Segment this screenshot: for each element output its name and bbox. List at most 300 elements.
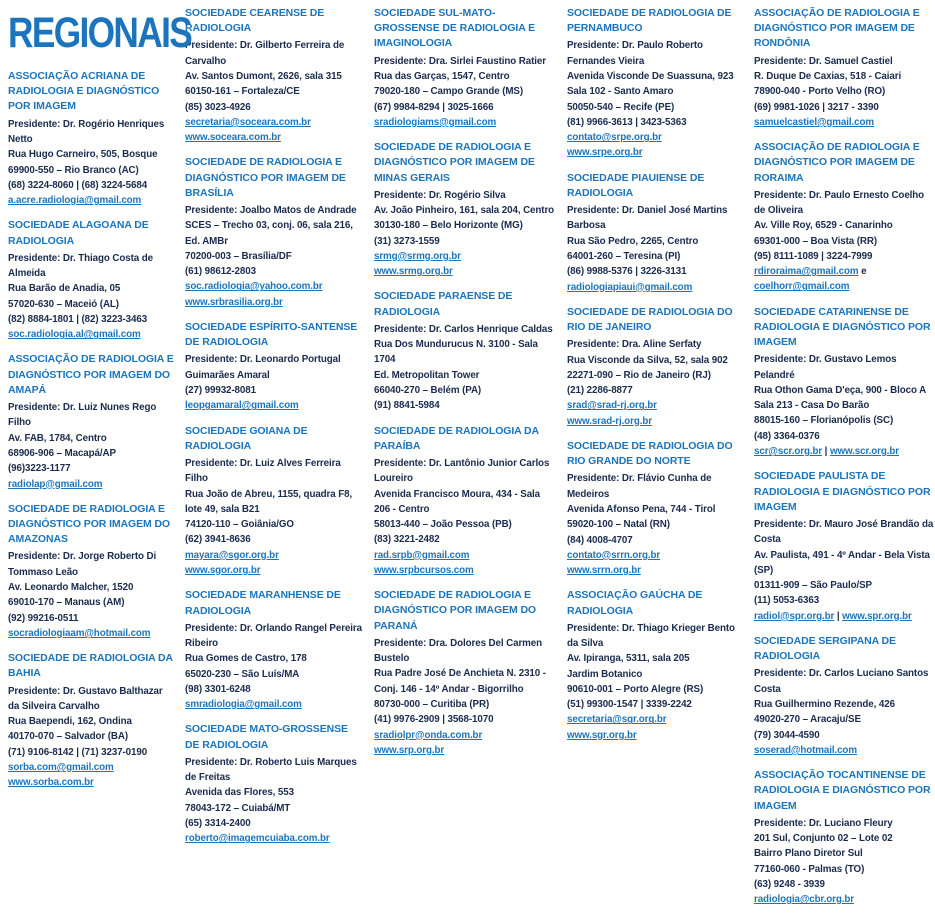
entry-line (8, 461, 176, 476)
email-link[interactable]: radiolap@gmail.com (8, 478, 103, 490)
entry-line (754, 188, 935, 219)
society-entry (754, 305, 935, 460)
entry-line (374, 218, 558, 233)
society-name: SOCIEDADE SERGIPANA DE RADIOLOGIA (754, 634, 896, 663)
text-segment: Rua Baependi, 162, Ondina (8, 716, 132, 728)
text-segment: Presidente: Dr. Thiago Costa de Almeida (8, 252, 153, 280)
entry-line (185, 456, 365, 487)
column-entries (8, 69, 176, 791)
entry-line (567, 264, 745, 279)
text-segment: Avenida Francisco Moura, 434 - Sala 206 - Centro (374, 488, 541, 515)
entry-line (8, 477, 176, 492)
entry-line (374, 203, 558, 218)
text-segment: 01311-909 – São Paulo/SP (754, 580, 872, 592)
entry-line (374, 383, 558, 398)
entry-line (754, 383, 935, 398)
entry-line (754, 831, 935, 846)
text-segment: (21) 2286-8877 (567, 385, 633, 397)
entry-line (754, 862, 935, 877)
entry-line (185, 563, 365, 578)
text-segment: Jardim Botanico (567, 668, 643, 680)
text-segment: (98) 3301-6248 (185, 683, 251, 695)
text-segment: R. Duque De Caxias, 518 - Caiari (754, 70, 902, 82)
email-link[interactable]: mayara@sgor.org.br (185, 549, 279, 561)
text-segment: Av. FAB, 1784, Centro (8, 432, 107, 444)
entry-line (567, 69, 745, 84)
website-link[interactable]: www.soceara.com.br (185, 132, 281, 144)
entry-line (8, 446, 176, 461)
text-segment: 69010-170 – Manaus (AM) (8, 597, 125, 609)
society-entry (567, 305, 745, 429)
text-segment: 201 Sul, Conjunto 02 – Lote 02 (754, 833, 893, 844)
society-name: SOCIEDADE MARANHENSE DE RADIOLOGIA (185, 589, 341, 617)
text-segment: 57020-630 – Maceió (AL) (8, 298, 119, 310)
society-name: SOCIEDADE ESPÍRITO-SANTENSE DE RADIOLOGIA (185, 321, 358, 349)
text-segment: (62) 3941-8636 (185, 534, 251, 546)
society-entry (374, 588, 558, 758)
website-link[interactable]: www.scr.org.br (829, 446, 899, 458)
email-link[interactable]: scr@scr.org.br (754, 446, 823, 458)
website-link[interactable]: www.srmg.org.br (374, 266, 453, 278)
email-link[interactable]: rdiroraima@gmail.com (754, 266, 859, 278)
entry-line (8, 595, 176, 610)
email-link[interactable]: soc.radiologia.al@gmail.com (8, 329, 141, 341)
society-entry (754, 768, 935, 907)
entry-line (8, 626, 176, 641)
entry-line (754, 666, 935, 697)
entry-line (567, 697, 745, 712)
website-link[interactable]: www.sgr.org.br (567, 729, 637, 741)
entry-line (185, 816, 365, 831)
text-segment: Presidente: Dr. Luciano Fleury (754, 817, 893, 829)
entry-line (567, 667, 745, 682)
text-segment: 30130-180 – Belo Horizonte (MG) (374, 220, 523, 232)
society-entry (8, 218, 176, 342)
text-segment: (81) 9966-3613 | 3423-5363 (567, 116, 687, 128)
text-segment: 88015-160 – Florianópolis (SC) (754, 415, 894, 427)
text-segment: Presidente: Dr. Thiago Krieger Bento da Silva (567, 622, 735, 650)
society-name: SOCIEDADE DE RADIOLOGIA DA BAHIA (8, 652, 173, 680)
society-name: SOCIEDADE DE RADIOLOGIA E DIAGNÓSTICO POR IMAGEM DO AMAZONAS (8, 502, 171, 546)
text-segment: SCES – Trecho 03, conj. 06, sala 216, Ed. AMBr (185, 220, 353, 247)
entry-line (567, 203, 745, 234)
entry-line (8, 580, 176, 595)
text-segment: 66040-270 – Belém (PA) (374, 384, 482, 396)
entry-line (567, 249, 745, 264)
column-entries (185, 6, 365, 847)
entry-line (374, 100, 558, 115)
entry-line (374, 188, 558, 203)
entry-line (185, 682, 365, 697)
entry-line (8, 714, 176, 729)
text-segment: | (822, 446, 830, 458)
entry-line (8, 729, 176, 744)
text-segment: 49020-270 – Aracaju/SE (754, 714, 861, 726)
email-link[interactable]: contato@srrn.org.br (567, 549, 661, 561)
text-segment: 64001-260 – Teresina (PI) (567, 250, 681, 262)
society-name: SOCIEDADE DE RADIOLOGIA DE PERNAMBUCO (567, 7, 732, 35)
text-segment: 79020-180 – Campo Grande (MS) (374, 86, 524, 98)
text-segment: (61) 98612-2803 (185, 266, 256, 278)
entry-line (374, 249, 558, 264)
column-3 (374, 6, 558, 917)
society-entry (185, 320, 365, 414)
society-name: SOCIEDADE DE RADIOLOGIA DA PARAÍBA (374, 424, 539, 452)
entry-line (374, 712, 558, 727)
entry-line (185, 279, 365, 294)
entry-line (185, 249, 365, 264)
entry-line (754, 115, 935, 130)
email-link[interactable]: radiologiapiaui@gmail.com (567, 281, 693, 293)
entry-line (374, 728, 558, 743)
entry-line (567, 234, 745, 249)
text-segment: Av. João Pinheiro, 161, sala 204, Centro (374, 205, 555, 216)
text-segment: Presidente: Dr. Gilberto Ferreira de Carvalho (185, 40, 345, 67)
entry-line (185, 69, 365, 84)
entry-line (374, 743, 558, 758)
entry-line (754, 100, 935, 115)
email-link[interactable]: secretaria@soceara.com.br (185, 116, 311, 128)
entry-line (374, 264, 558, 279)
column-entries (374, 6, 558, 758)
text-segment: 90610-001 – Porto Alegre (RS) (567, 683, 704, 695)
entry-line (567, 368, 745, 383)
text-segment: Presidente: Dra. Sirlei Faustino Ratier (374, 55, 546, 67)
text-segment: Presidente: Dr. Leonardo Portugal Guimarães Amaral (185, 354, 341, 381)
entry-line (567, 471, 745, 502)
entry-line (567, 502, 745, 517)
text-segment: Rua das Garças, 1547, Centro (374, 70, 510, 82)
email-link[interactable]: a.acre.radiologia@gmail.com (8, 195, 142, 207)
text-segment: Presidente: Dr. Luiz Alves Ferreira Filho (185, 458, 341, 485)
society-name: ASSOCIAÇÃO DE RADIOLOGIA E DIAGNÓSTICO POR IMAGEM DE RONDÔNIA (754, 7, 920, 50)
text-segment: Presidente: Joalbo Matos de Andrade (185, 205, 357, 217)
society-name: ASSOCIAÇÃO GAÚCHA DE RADIOLOGIA (567, 589, 703, 617)
society-name: SOCIEDADE PIAUIENSE DE RADIOLOGIA (567, 171, 705, 199)
text-segment: (83) 3221-2482 (374, 534, 440, 546)
text-segment: Presidente: Dr. Carlos Henrique Caldas (374, 323, 553, 335)
entry-line (567, 145, 745, 160)
society-entry (567, 439, 745, 578)
email-link[interactable]: rad.srpb@gmail.com (374, 549, 470, 561)
column-1 (8, 6, 192, 917)
email-link[interactable]: sradiologiams@gmail.com (374, 116, 497, 128)
email-link[interactable]: radiol@spr.org.br (754, 610, 835, 622)
entry-line (567, 712, 745, 727)
society-name: SOCIEDADE DE RADIOLOGIA E DIAGNÓSTICO POR IMAGEM DO PARANÁ (374, 589, 537, 632)
page-title: REGIONAIS (8, 9, 192, 57)
entry-line (374, 368, 558, 383)
entry-line (185, 667, 365, 682)
entry-line (754, 728, 935, 743)
text-segment: Rua Dos Mundurucus N. 3100 - Sala 1704 (374, 339, 538, 366)
text-segment: (92) 99216-0511 (8, 612, 79, 624)
text-segment: 60150-161 – Fortaleza/CE (185, 86, 300, 98)
text-segment: Presidente: Dr. Jorge Roberto Di Tommaso Leão (8, 551, 157, 578)
text-segment: Presidente: Dr. Gustavo Balthazar da Silveira Carvalho (8, 685, 163, 712)
society-name: SOCIEDADE ALAGOANA DE RADIOLOGIA (8, 219, 149, 247)
entry-line (185, 487, 365, 518)
text-segment: (27) 99932-8081 (185, 385, 256, 397)
text-segment: (84) 4008-4707 (567, 534, 633, 546)
entry-line (185, 697, 365, 712)
entry-line (754, 398, 935, 413)
society-entry (8, 651, 176, 790)
entry-line (185, 398, 365, 413)
entry-line (185, 532, 365, 547)
entry-line (185, 383, 365, 398)
society-name: SOCIEDADE DE RADIOLOGIA E DIAGNÓSTICO POR IMAGEM DE MINAS GERAIS (374, 141, 535, 184)
entry-line (185, 84, 365, 99)
society-entry (754, 469, 935, 624)
text-segment: Presidente: Dr. Paulo Roberto Fernandes Vieira (567, 40, 703, 67)
text-segment: Av. Santos Dumont, 2626, sala 315 (185, 71, 342, 82)
text-segment: 59020-100 – Natal (RN) (567, 519, 670, 531)
society-name: SOCIEDADE DE RADIOLOGIA E DIAGNÓSTICO POR IMAGEM DE BRASÍLIA (185, 156, 346, 199)
text-segment: (86) 9988-5376 | 3226-3131 (567, 266, 687, 278)
entry-line (754, 429, 935, 444)
entry-line (374, 636, 558, 667)
text-segment: Presidente: Dr. Paulo Ernesto Coelho de Oliveira (754, 189, 925, 216)
society-entry (754, 6, 935, 130)
text-segment: (68) 3224-8060 | (68) 3224-5684 (8, 179, 148, 191)
entry-line (185, 295, 365, 310)
entry-line (754, 877, 935, 892)
text-segment: Presidente: Dr. Mauro José Brandão da Costa (754, 518, 934, 546)
column-entries (567, 6, 745, 743)
entry-line (567, 517, 745, 532)
entry-line (8, 147, 176, 162)
society-name: SOCIEDADE CEARENSE DE RADIOLOGIA (185, 7, 325, 35)
society-name: ASSOCIAÇÃO TOCANTINENSE DE RADIOLOGIA E DIAGNÓSTICO POR IMAGEM (754, 769, 931, 812)
society-entry (185, 155, 365, 310)
society-name: SOCIEDADE GOIANA DE RADIOLOGIA (185, 424, 308, 452)
entry-line (8, 549, 176, 580)
website-link[interactable]: www.srad-rj.org.br (567, 415, 652, 427)
entry-line (8, 775, 176, 790)
text-segment: Rua Othon Gama D'eça, 900 - Bloco A (754, 384, 927, 396)
entry-line (8, 251, 176, 282)
text-segment: 80730-000 – Curitiba (PR) (374, 699, 490, 710)
column-entries (754, 6, 935, 907)
website-link[interactable]: www.srpe.org.br (567, 147, 643, 159)
entry-line (754, 697, 935, 712)
column-4 (567, 6, 745, 917)
text-segment: Avenida das Flores, 553 (185, 787, 294, 799)
text-segment: Sala 213 - Casa Do Barão (754, 400, 870, 412)
text-segment: (96)3223-1177 (8, 463, 71, 475)
text-segment: (79) 3044-4590 (754, 729, 820, 741)
entry-line (754, 413, 935, 428)
entry-line (8, 760, 176, 775)
entry-line (567, 100, 745, 115)
website-link[interactable]: www.sorba.com.br (8, 777, 94, 789)
society-name: SOCIEDADE MATO-GROSSENSE DE RADIOLOGIA (185, 723, 348, 751)
text-segment: e (858, 266, 867, 278)
entry-line (754, 846, 935, 861)
text-segment: 58013-440 – João Pessoa (PB) (374, 519, 512, 531)
email-link[interactable]: srmg@srmg.org.br (374, 250, 461, 262)
text-segment: 78900-040 - Porto Velho (RO) (754, 86, 886, 98)
email-link[interactable]: secretaria@sgr.org.br (567, 714, 667, 726)
entry-line (567, 533, 745, 548)
website-link[interactable]: www.srpbcursos.com (374, 564, 474, 576)
society-entry (185, 588, 365, 712)
entry-line (8, 281, 176, 296)
entry-line (185, 203, 365, 218)
entry-line (8, 193, 176, 208)
email-link[interactable]: samuelcastiel@gmail.com (754, 116, 874, 128)
text-segment: Rua Guilhermino Rezende, 426 (754, 698, 895, 710)
entry-line (374, 487, 558, 518)
entry-line (374, 456, 558, 487)
entry-line (185, 517, 365, 532)
text-segment: Presidente: Dr. Rogério Silva (374, 189, 506, 201)
email-link[interactable]: soc.radiologia@yahoo.com.br (185, 281, 323, 293)
entry-line (185, 651, 365, 666)
text-segment: 69900-550 – Rio Branco (AC) (8, 164, 139, 176)
text-segment: Rua João de Abreu, 1155, quadra F8, lote 49, sala B21 (185, 488, 353, 515)
entry-line (567, 38, 745, 69)
website-link[interactable]: www.srbrasilia.org.br (185, 296, 283, 308)
entry-line (754, 517, 935, 548)
text-segment: Presidente: Dr. Orlando Rangel Pereira Ribeiro (185, 622, 362, 649)
text-segment: (71) 9106-8142 | (71) 3237-0190 (8, 746, 148, 758)
entry-line (754, 69, 935, 84)
entry-line (374, 54, 558, 69)
entry-line (185, 621, 365, 652)
text-segment: (63) 9248 - 3939 (754, 878, 825, 890)
text-segment: Sala 102 - Santo Amaro (567, 86, 674, 98)
text-segment: (48) 3364-0376 (754, 430, 820, 442)
website-link[interactable]: www.srp.org.br (374, 744, 445, 756)
email-link[interactable]: roberto@imagemcuiaba.com.br (185, 833, 330, 845)
text-segment: (82) 8884-1801 | (82) 3223-3463 (8, 313, 148, 325)
entry-line (374, 697, 558, 712)
society-name: SOCIEDADE PARAENSE DE RADIOLOGIA (374, 290, 513, 318)
society-entry (185, 6, 365, 145)
society-name: SOCIEDADE CATARINENSE DE RADIOLOGIA E DIAGNÓSTICO POR IMAGEM (754, 305, 931, 349)
society-entry (374, 6, 558, 130)
text-segment: (51) 99300-1547 | 3339-2242 (567, 699, 692, 711)
column-5 (754, 6, 935, 917)
entry-line (8, 327, 176, 342)
entry-line (8, 163, 176, 178)
entry-line (374, 532, 558, 547)
entry-line (754, 264, 935, 295)
email-link[interactable]: srad@srad-rj.org.br (567, 400, 657, 412)
entry-line (185, 352, 365, 383)
website-link[interactable]: www.spr.org.br (842, 610, 912, 622)
entry-line (567, 548, 745, 563)
entry-line (754, 816, 935, 831)
society-entry (374, 289, 558, 413)
text-segment: Rua Visconde da Silva, 52, sala 902 (567, 354, 728, 366)
society-entry (754, 634, 935, 758)
entry-line (374, 563, 558, 578)
entry-line (374, 548, 558, 563)
text-segment: Rua Barão de Anadia, 05 (8, 283, 121, 295)
email-link[interactable]: socradiologiaam@hotmail.com (8, 627, 151, 639)
entry-line (185, 831, 365, 846)
entry-line (185, 548, 365, 563)
text-segment: (67) 9984-8294 | 3025-1666 (374, 101, 494, 113)
society-entry (8, 352, 176, 491)
text-segment: Presidente: Dr. Flávio Cunha de Medeiros (567, 473, 712, 500)
entry-line (567, 682, 745, 697)
text-segment: Presidente: Dr. Luiz Nunes Rego Filho (8, 402, 157, 429)
email-link[interactable]: smradiologia@gmail.com (185, 699, 302, 711)
email-link[interactable]: coelhorr@gmail.com (754, 281, 850, 293)
entry-line (754, 444, 935, 459)
entry-line (754, 249, 935, 264)
website-link[interactable]: www.sgor.org.br (185, 565, 261, 576)
society-entry (567, 6, 745, 161)
society-entry (567, 171, 745, 295)
society-entry (374, 424, 558, 579)
entry-line (185, 130, 365, 145)
entry-line (567, 651, 745, 666)
entry-line (567, 414, 745, 429)
email-link[interactable]: contato@srpe.org.br (567, 132, 662, 144)
text-segment: Presidente: Dr. Daniel José Martins Barbosa (567, 205, 728, 232)
society-name: ASSOCIAÇÃO DE RADIOLOGIA E DIAGNÓSTICO POR IMAGEM DE RORAIMA (754, 141, 920, 184)
entry-line (8, 611, 176, 626)
entry-line (567, 728, 745, 743)
society-name: SOCIEDADE SUL-MATO-GROSSENSE DE RADIOLOGIA E IMAGINOLOGIA (374, 7, 536, 50)
text-segment: 70200-003 – Brasília/DF (185, 250, 292, 262)
email-link[interactable]: soserad@hotmail.com (754, 744, 857, 756)
entry-line (567, 115, 745, 130)
entry-line (567, 563, 745, 578)
entry-line (754, 743, 935, 758)
entry-line (185, 785, 365, 800)
society-entry (185, 722, 365, 846)
text-segment: (11) 5053-6363 (754, 595, 820, 607)
text-segment: Rua Padre José De Anchieta N. 2310 - Conj. 146 - 14º Andar - Bigorrilho (374, 668, 546, 695)
text-segment: Presidente: Dr. Gustavo Lemos Pelandré (754, 354, 897, 381)
entry-line (754, 218, 935, 233)
text-segment: Presidente: Dra. Dolores Del Carmen Bustelo (374, 637, 543, 665)
entry-line (754, 593, 935, 608)
website-link[interactable]: www.srrn.org.br (567, 565, 641, 577)
entry-line (8, 117, 176, 148)
text-segment: (95) 8111-1089 | 3224-7999 (754, 250, 873, 262)
entry-line (374, 398, 558, 413)
entry-line (185, 264, 365, 279)
society-entry (185, 424, 365, 579)
text-segment: 69301-000 – Boa Vista (RR) (754, 235, 878, 247)
entry-line (185, 755, 365, 786)
text-segment: (85) 3023-4926 (185, 101, 251, 113)
text-segment: Bairro Plano Diretor Sul (754, 848, 863, 860)
entry-line (567, 337, 745, 352)
text-segment: (41) 9976-2909 | 3568-1070 (374, 714, 494, 726)
society-entry (567, 588, 745, 743)
entry-line (567, 353, 745, 368)
email-link[interactable]: leopgamaral@gmail.com (185, 400, 299, 412)
entry-line (374, 84, 558, 99)
entry-line (185, 801, 365, 816)
text-segment: 22271-090 – Rio de Janeiro (RJ) (567, 369, 711, 381)
entry-line (8, 684, 176, 715)
entry-line (754, 892, 935, 907)
text-segment: 68906-906 – Macapá/AP (8, 447, 116, 459)
email-link[interactable]: sradiolpr@onda.com.br (374, 729, 483, 741)
email-link[interactable]: radiologia@cbr.org.br (754, 894, 854, 906)
entry-line (185, 218, 365, 249)
email-link[interactable]: sorba.com@gmail.com (8, 762, 114, 773)
